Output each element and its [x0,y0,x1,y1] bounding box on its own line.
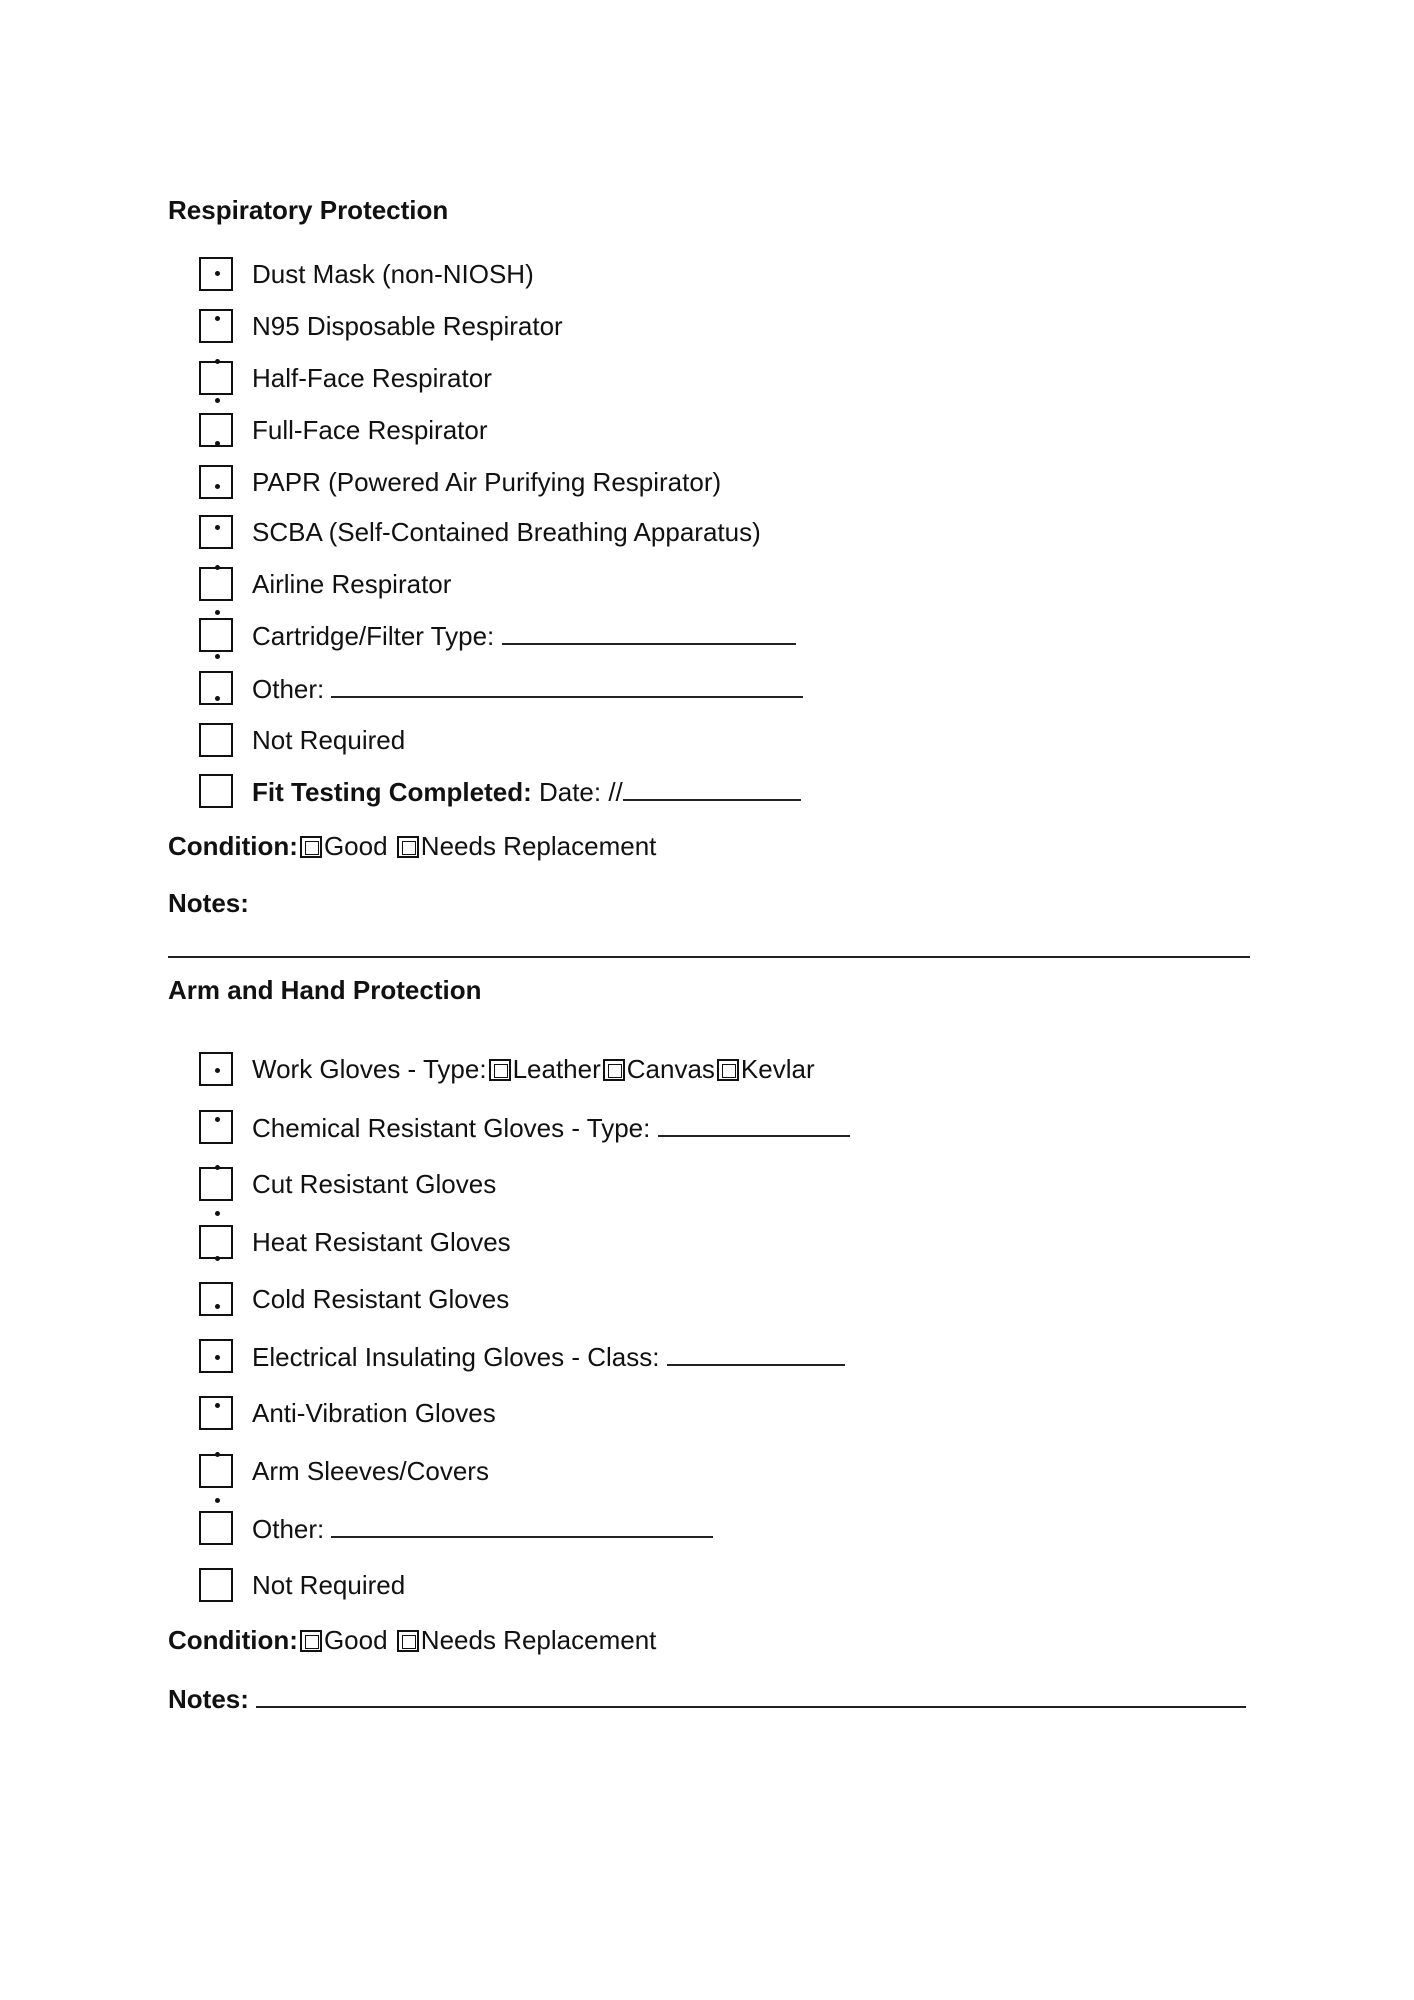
checkbox[interactable] [199,1110,233,1144]
good-checkbox[interactable] [300,1630,322,1652]
checkbox-label: Not Required [252,1570,406,1600]
checkbox[interactable] [199,1282,233,1316]
notes-label: Notes: [168,1684,249,1714]
notes-line-arm-hand[interactable] [256,1682,1246,1708]
checkbox-label: Anti-Vibration Gloves [252,1398,496,1428]
notes-row-arm-hand [168,1682,1246,1715]
other-respiratory-blank[interactable] [331,672,803,698]
checkbox-item-cartridge-filter[interactable] [199,618,1099,652]
needs-replacement-checkbox[interactable] [397,836,419,858]
checkbox[interactable] [199,1511,233,1545]
needs-replacement-checkbox[interactable] [397,1630,419,1652]
checkbox[interactable] [199,361,233,395]
section-heading-respiratory: Respiratory Protection [168,195,449,225]
condition-label: Condition: [168,1625,298,1655]
needs-replacement-label: Needs Replacement [420,831,657,861]
checkbox[interactable] [199,1454,233,1488]
section-heading-arm-hand: Arm and Hand Protection [168,975,482,1005]
checkbox-item-dust-mask[interactable] [199,257,1099,291]
checkbox[interactable] [199,1568,233,1602]
checkbox[interactable] [199,774,233,808]
checkbox[interactable] [199,618,233,652]
checkbox-item-anti-vibration[interactable] [199,1396,1099,1430]
checkbox-item-work-gloves[interactable] [199,1052,1099,1086]
checkbox-item-cut-gloves[interactable] [199,1167,1099,1201]
notes-line-respiratory[interactable] [168,956,1250,958]
checkbox-item-chemical-gloves[interactable] [199,1110,1099,1144]
canvas-checkbox[interactable] [603,1059,625,1081]
checkbox[interactable] [199,1052,233,1086]
checkbox[interactable] [199,1167,233,1201]
checkbox-label: Other: [252,1512,713,1545]
checkbox-label: Other: [252,672,803,705]
checkbox[interactable] [199,1339,233,1373]
cartridge-type-blank[interactable] [502,619,796,645]
good-label: Good [323,1625,388,1655]
checkbox-item-scba[interactable] [199,515,1099,549]
checkbox[interactable] [199,723,233,757]
checkbox-label: PAPR (Powered Air Purifying Respirator) [252,467,722,497]
checkbox-item-not-required-respiratory[interactable] [199,723,1099,757]
checkbox-label: Arm Sleeves/Covers [252,1456,489,1486]
fit-test-date-blank[interactable] [623,775,801,801]
condition-row-respiratory [168,831,656,862]
checkbox-item-electrical-gloves[interactable] [199,1339,1099,1373]
checkbox[interactable] [199,1225,233,1259]
checkbox[interactable] [199,465,233,499]
checkbox-item-airline[interactable] [199,567,1099,601]
checkbox-label: Heat Resistant Gloves [252,1227,511,1257]
kevlar-checkbox[interactable] [717,1059,739,1081]
checkbox-label: Cut Resistant Gloves [252,1169,497,1199]
checkbox-item-n95[interactable] [199,309,1099,343]
checkbox-label: Airline Respirator [252,569,452,599]
checkbox[interactable] [199,567,233,601]
checkbox[interactable] [199,515,233,549]
checkbox-item-other-arm-hand[interactable] [199,1511,1099,1545]
checkbox-item-fit-testing[interactable] [199,774,1099,808]
checkbox-label: Cold Resistant Gloves [252,1284,510,1314]
checkbox-item-half-face[interactable] [199,361,1099,395]
checkbox-label: N95 Disposable Respirator [252,311,563,341]
good-label: Good [323,831,388,861]
checkbox[interactable] [199,671,233,705]
checkbox-item-heat-gloves[interactable] [199,1225,1099,1259]
checkbox-label: Work Gloves - Type: Leather Canvas Kevlar [252,1054,815,1084]
checkbox-item-papr[interactable] [199,465,1099,499]
checkbox-label: Cartridge/Filter Type: [252,619,796,652]
needs-replacement-label: Needs Replacement [420,1625,657,1655]
notes-row-respiratory [168,888,249,919]
condition-row-arm-hand [168,1625,656,1656]
checkbox[interactable] [199,309,233,343]
electrical-class-blank[interactable] [667,1340,845,1366]
checkbox-label: Full-Face Respirator [252,415,488,445]
other-arm-hand-blank[interactable] [331,1512,713,1538]
checkbox-label: Chemical Resistant Gloves - Type: [252,1111,850,1144]
checkbox-label: Fit Testing Completed: Date: // [252,775,801,808]
condition-label: Condition: [168,831,298,861]
good-checkbox[interactable] [300,836,322,858]
checkbox-item-full-face[interactable] [199,413,1099,447]
leather-checkbox[interactable] [489,1059,511,1081]
chemical-type-blank[interactable] [658,1111,850,1137]
checkbox[interactable] [199,1396,233,1430]
checkbox-label: Not Required [252,725,406,755]
checkbox[interactable] [199,413,233,447]
checkbox-item-not-required-arm-hand[interactable] [199,1568,1099,1602]
checkbox-item-cold-gloves[interactable] [199,1282,1099,1316]
checkbox-label: Half-Face Respirator [252,363,492,393]
notes-label: Notes: [168,888,249,918]
checkbox-label: Dust Mask (non-NIOSH) [252,259,534,289]
checkbox-label: Electrical Insulating Gloves - Class: [252,1340,845,1373]
checkbox-label: SCBA (Self-Contained Breathing Apparatus) [252,517,761,547]
checkbox[interactable] [199,257,233,291]
checkbox-item-other-respiratory[interactable] [199,671,1099,705]
checkbox-item-arm-sleeves[interactable] [199,1454,1099,1488]
